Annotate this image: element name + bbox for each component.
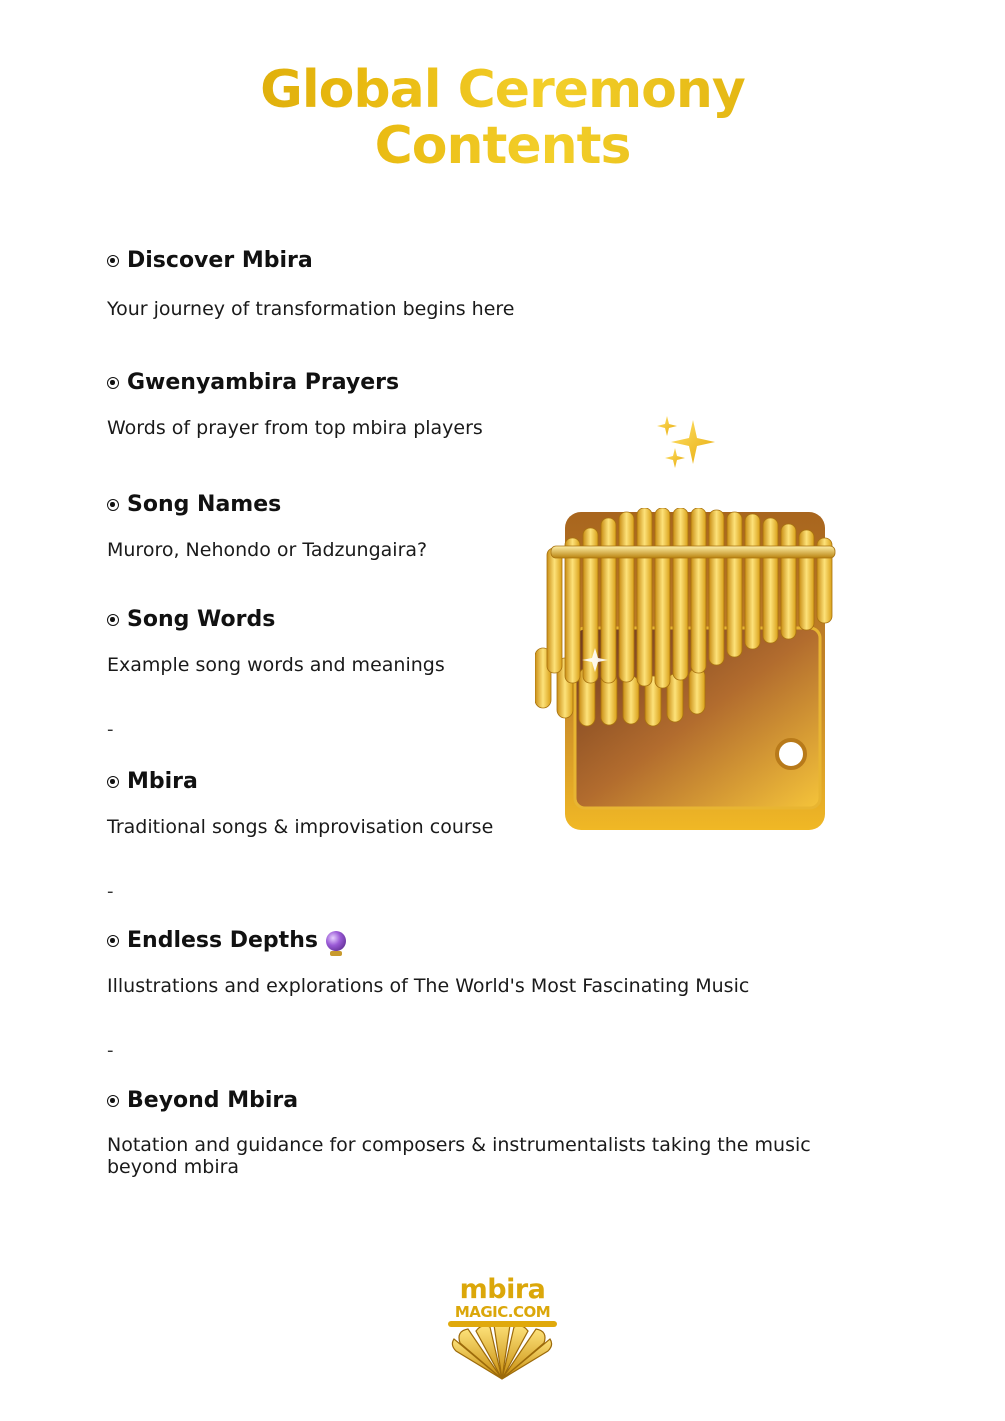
section-heading-discover-mbira — [107, 247, 313, 275]
radio-bullet-icon — [107, 935, 119, 947]
radio-bullet-icon — [107, 614, 119, 626]
section-description: Your journey of transformation begins here — [107, 298, 515, 320]
section-heading-song-words — [107, 606, 275, 634]
radio-bullet-icon — [107, 255, 119, 267]
radio-bullet-icon — [107, 377, 119, 389]
section-description: Muroro, Nehondo or Tadzungaira? — [107, 539, 428, 561]
logo-kalimba-icon — [440, 1321, 565, 1383]
title-line-1: Global Ceremony — [260, 60, 745, 120]
section-heading-text: Mbira — [127, 769, 198, 794]
section-heading-gwenyambira-prayers — [107, 369, 399, 397]
section-heading-text: Discover Mbira — [127, 248, 313, 273]
logo-line-1: mbira — [459, 1274, 546, 1305]
section-description: Notation and guidance for composers & instrumentalists taking the music beyond mbira — [107, 1134, 811, 1178]
radio-bullet-icon — [107, 499, 119, 511]
section-heading-text: Beyond Mbira — [127, 1088, 299, 1113]
section-heading-text: Song Words — [127, 607, 276, 632]
section-description: Traditional songs & improvisation course — [107, 816, 494, 838]
radio-bullet-icon — [107, 1095, 119, 1107]
section-description: Illustrations and explorations of The World's Most Fascinating Music — [107, 975, 750, 997]
section-heading-text: Song Names — [127, 492, 282, 517]
separator: - — [107, 881, 114, 902]
section-heading-text: Endless Depths — [127, 928, 318, 953]
page-title — [0, 62, 1005, 174]
section-heading-mbira — [107, 768, 198, 796]
mbira-magic-logo[interactable] — [440, 1276, 565, 1387]
section-heading-endless-depths — [107, 927, 346, 955]
section-description: Example song words and meanings — [107, 654, 445, 676]
kalimba-illustration — [535, 508, 840, 833]
separator: - — [107, 719, 114, 740]
crystal-ball-icon — [326, 931, 346, 951]
logo-line-2: MAGIC.COM — [454, 1303, 551, 1321]
separator: - — [107, 1040, 114, 1061]
radio-bullet-icon — [107, 776, 119, 788]
section-description: Words of prayer from top mbira players — [107, 417, 483, 439]
title-line-2: Contents — [374, 116, 631, 176]
section-heading-text: Gwenyambira Prayers — [127, 370, 400, 395]
sparkles-icon — [655, 414, 717, 472]
section-heading-beyond-mbira — [107, 1087, 298, 1115]
section-heading-song-names — [107, 491, 281, 519]
